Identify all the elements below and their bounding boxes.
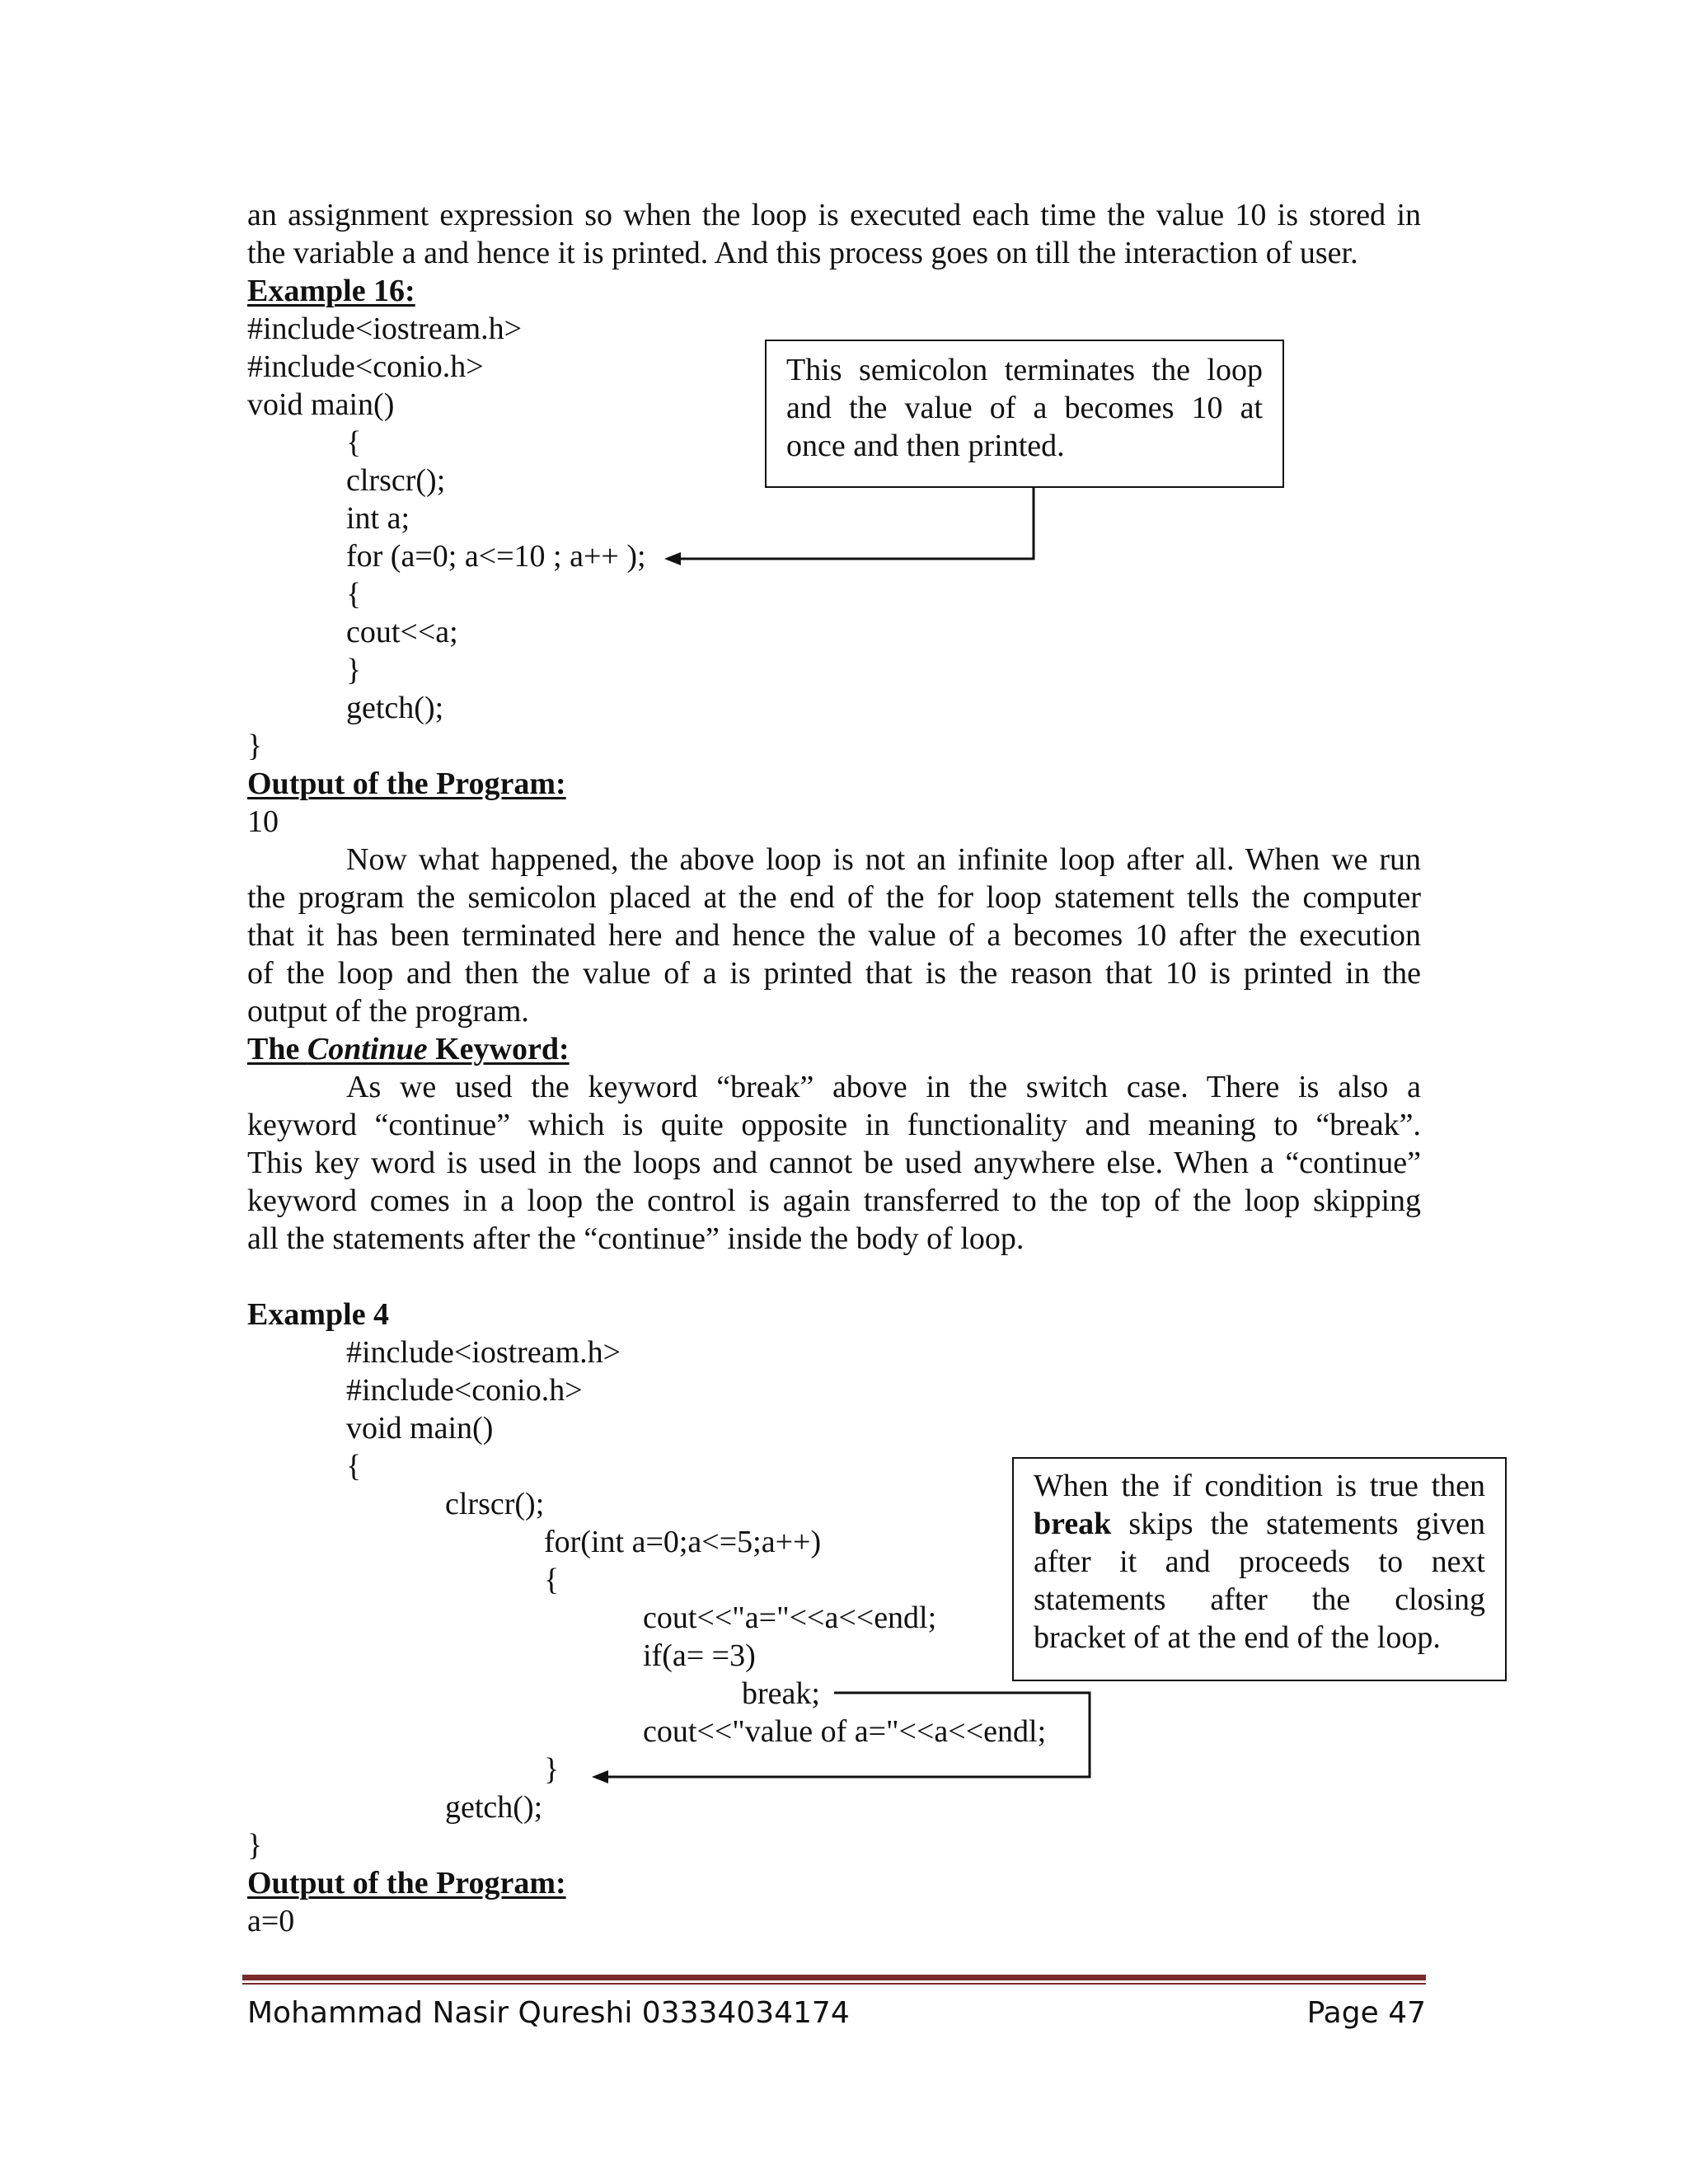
note-line: and the value of a becomes 10 at	[786, 391, 1263, 425]
output-value: 10	[247, 804, 279, 839]
output-heading: Output of the Program:	[247, 1866, 566, 1900]
note-line: When the if condition is true then	[1034, 1469, 1485, 1503]
note-line: bracket of at the end of the loop.	[1034, 1620, 1441, 1655]
break-arrowhead	[592, 1770, 608, 1783]
intro-line-2: the variable a and hence it is printed. And this process goes on till the interaction of user.	[247, 236, 1358, 270]
code-line: cout<<"value of a="<<a<<endl;	[643, 1714, 1047, 1749]
heading-post: Keyword:	[427, 1032, 570, 1066]
footer-author: Mohammad Nasir Qureshi 03334034174	[247, 1996, 850, 2030]
code-line: if(a= =3)	[643, 1638, 756, 1673]
note-break-keyword: break	[1034, 1507, 1112, 1541]
code-line-break: break;	[742, 1676, 820, 1711]
output-value: a=0	[247, 1904, 295, 1938]
code-line: }	[247, 729, 263, 763]
heading-em: Continue	[307, 1032, 428, 1066]
code-line: {	[346, 577, 362, 612]
footer-rule-thick	[242, 1975, 1426, 1980]
example-4-heading: Example 4	[247, 1297, 390, 1332]
code-line: cout<<a;	[346, 615, 458, 649]
code-line-closing-brace: }	[544, 1752, 560, 1787]
heading-pre: The	[247, 1032, 307, 1066]
example-16-heading: Example 16:	[247, 274, 415, 308]
continue-line: keyword “continue” which is quite opposite in functionality and meaning to “break”.	[247, 1108, 1421, 1142]
code-line: void main()	[346, 1411, 494, 1446]
footer-rule-thin	[242, 1983, 1426, 1985]
code-line: #include<iostream.h>	[247, 312, 523, 346]
code-line: getch();	[346, 691, 444, 725]
break-arrow-line	[605, 1693, 1090, 1777]
continue-line: This key word is used in the loops and cannot be used anywhere else. When a “continue”	[247, 1146, 1421, 1180]
explanation-line: the program the semicolon placed at the end of the for loop statement tells the computer	[247, 880, 1421, 915]
intro-line-1: an assignment expression so when the loop is executed each time the value 10 is stored in	[247, 198, 1421, 232]
explanation-line: Now what happened, the above loop is not an infinite loop after all. When we run	[346, 842, 1421, 877]
note-line: This semicolon terminates the loop	[786, 353, 1263, 387]
code-line: cout<<"a="<<a<<endl;	[643, 1601, 937, 1635]
code-line: int a;	[346, 501, 410, 536]
explanation-line: output of the program.	[247, 994, 529, 1029]
explanation-line: that it has been terminated here and hence the value of a becomes 10 after the execution	[247, 918, 1421, 953]
code-line: {	[346, 425, 362, 460]
continue-line: keyword comes in a loop the control is again transferred to the top of the loop skipping	[247, 1183, 1421, 1218]
output-heading: Output of the Program:	[247, 766, 566, 801]
note-line-rest: skips the statements given	[1111, 1507, 1485, 1541]
continue-line: all the statements after the “continue” inside the body of loop.	[247, 1221, 1025, 1256]
code-line: for(int a=0;a<=5;a++)	[544, 1525, 822, 1559]
note-line: once and then printed.	[786, 429, 1065, 463]
code-line: {	[544, 1563, 560, 1597]
footer-page-number: Page 47	[1306, 1996, 1426, 2030]
note-line: statements after the closing	[1034, 1582, 1485, 1617]
code-line-for-loop: for (a=0; a<=10 ; a++ );	[346, 539, 646, 574]
continue-line: As we used the keyword “break” above in the switch case. There is also a	[346, 1070, 1421, 1104]
code-line: }	[346, 653, 362, 687]
code-line: #include<iostream.h>	[346, 1335, 621, 1370]
code-line: #include<conio.h>	[247, 349, 484, 384]
code-line: clrscr();	[346, 463, 446, 498]
note-line: after it and proceeds to next	[1034, 1544, 1485, 1579]
code-line: {	[346, 1449, 362, 1483]
explanation-line: of the loop and then the value of a is printed that is the reason that 10 is printed in the	[247, 956, 1421, 991]
semicolon-arrowhead	[664, 552, 681, 565]
code-line: }	[247, 1828, 263, 1863]
code-line: getch();	[445, 1790, 543, 1825]
code-line: #include<conio.h>	[346, 1373, 583, 1408]
semicolon-arrow-line	[676, 488, 1034, 559]
code-line: clrscr();	[445, 1487, 545, 1521]
code-line: void main()	[247, 387, 395, 422]
